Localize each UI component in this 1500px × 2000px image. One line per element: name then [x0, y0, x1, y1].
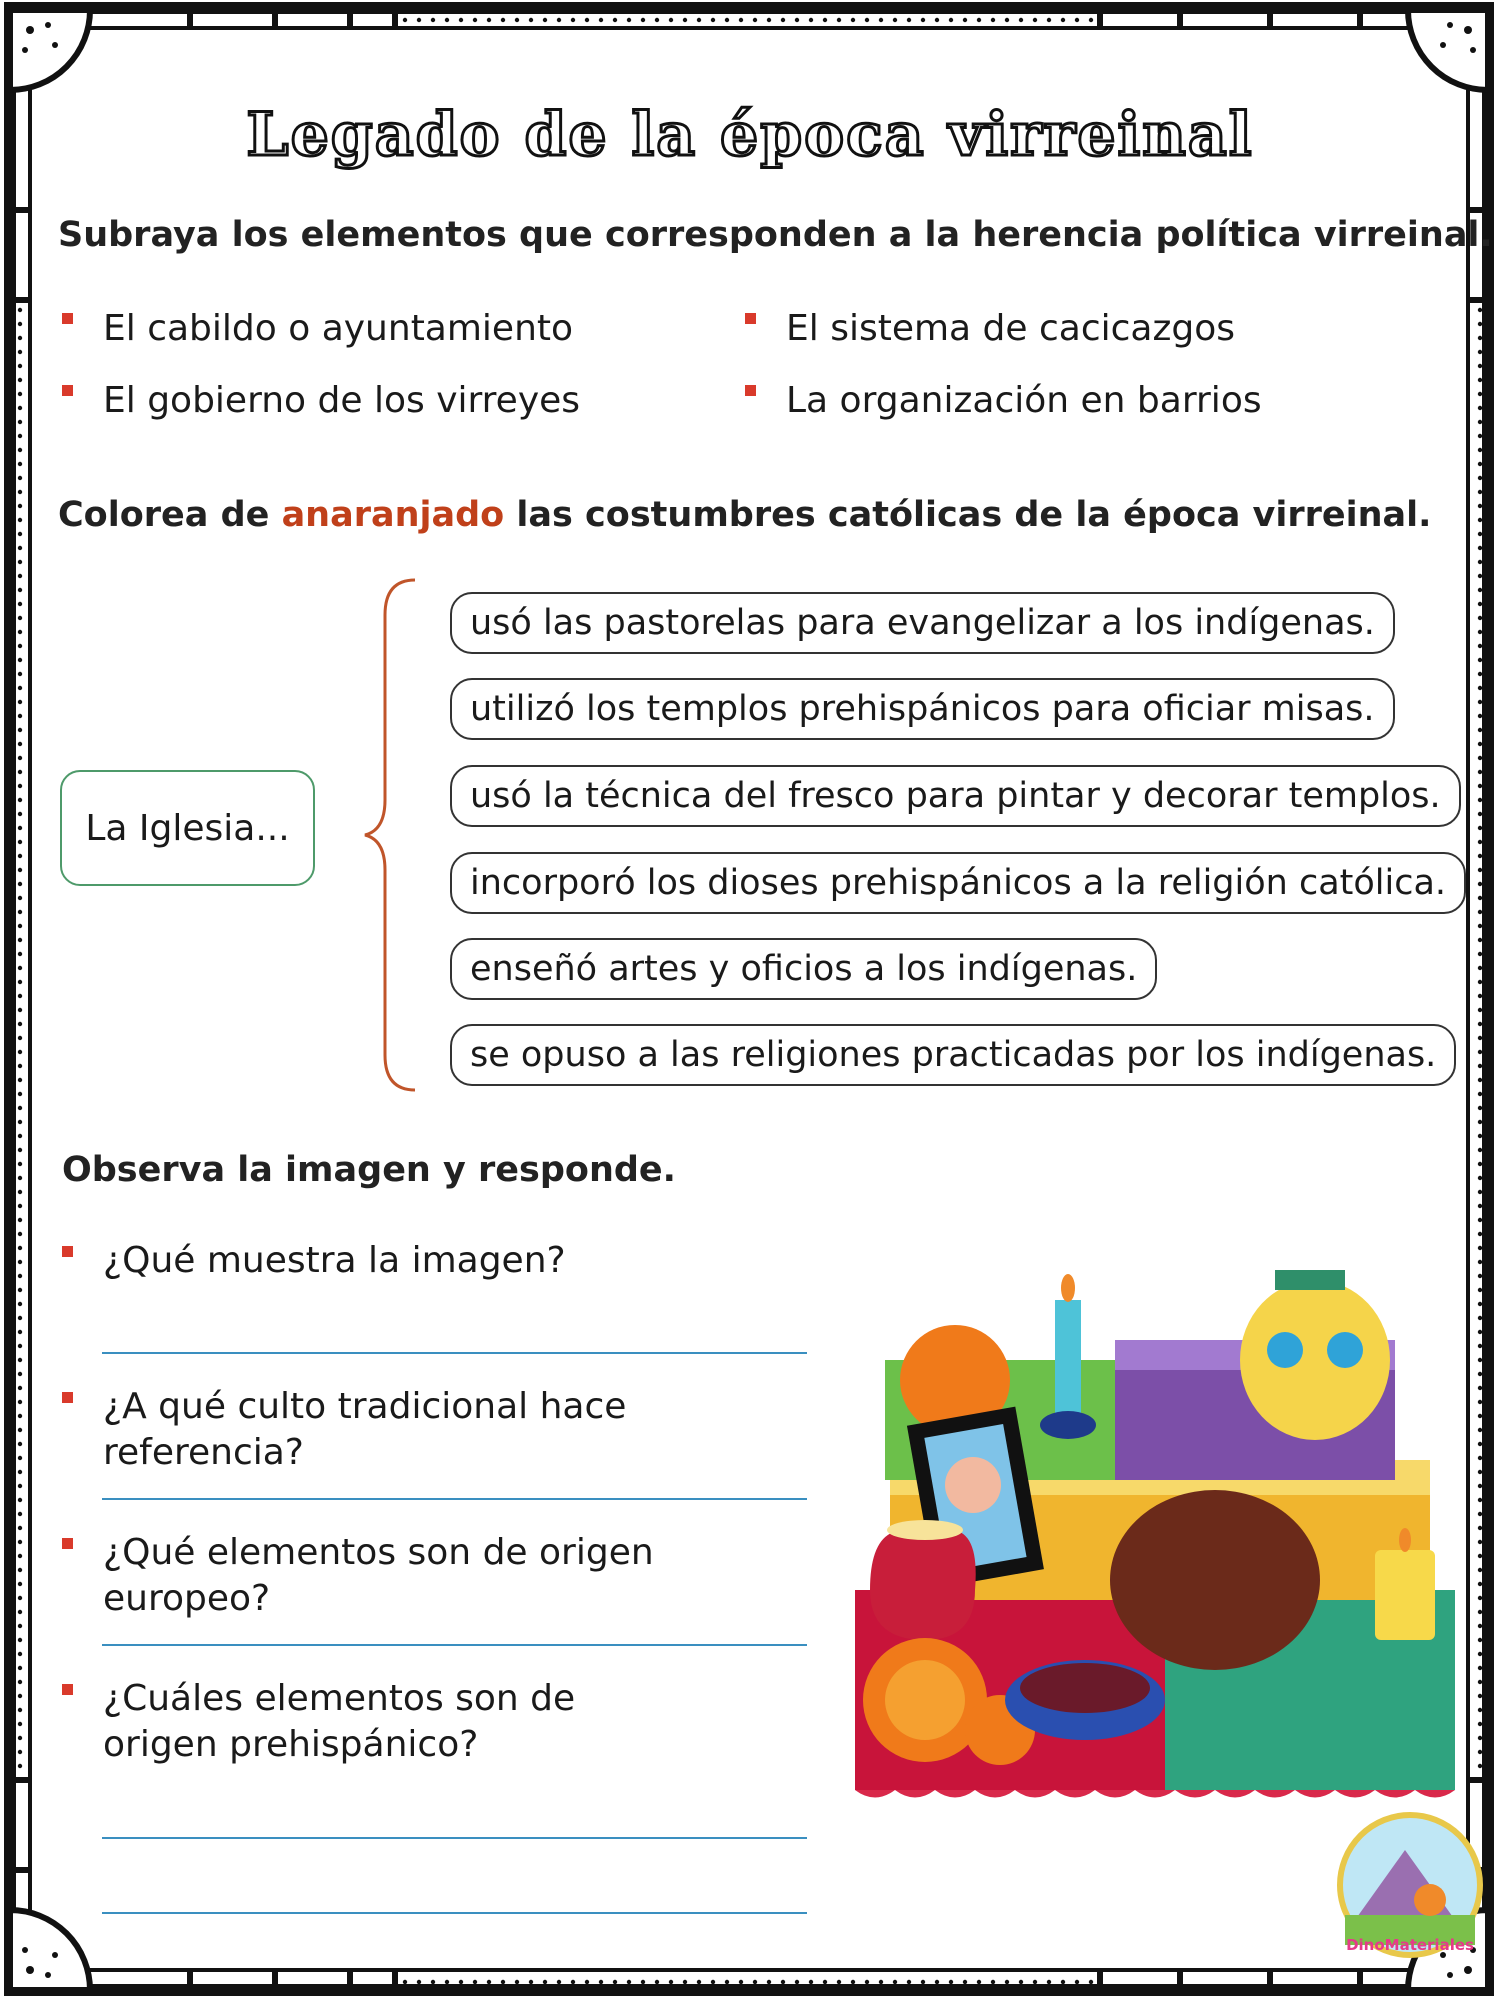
- logo-text: DinoMateriales: [1346, 1936, 1474, 1954]
- bullet-icon: [62, 1246, 73, 1257]
- answer-line[interactable]: [102, 1912, 807, 1914]
- list-item-label: El gobierno de los virreyes: [103, 380, 581, 421]
- section3-instruction: Observa la imagen y responde.: [62, 1150, 676, 1190]
- question-item: [62, 1384, 802, 1476]
- answer-line[interactable]: [102, 1352, 807, 1354]
- answer-line[interactable]: [102, 1644, 807, 1646]
- section1-instruction: Subraya los elementos que corresponden a la herencia política virreinal.: [58, 215, 1493, 255]
- bullet-icon: [62, 1392, 73, 1403]
- page-title: Legado de la época virreinal: [246, 100, 1254, 170]
- altar-illustration: [845, 1230, 1465, 1830]
- option-pill[interactable]: usó la técnica del fresco para pintar y decorar templos.: [450, 765, 1461, 827]
- bullet-icon: [745, 313, 756, 324]
- question-text: ¿Cuáles elementos son de origen prehispánico?: [103, 1678, 576, 1765]
- logo: [1335, 1810, 1485, 1960]
- subject-box: La Iglesia...: [60, 770, 315, 886]
- question-text: ¿A qué culto tradicional hace referencia?: [103, 1386, 627, 1473]
- color-word: anaranjado: [281, 495, 505, 535]
- bullet-icon: [745, 385, 756, 396]
- question-text: ¿Qué muestra la imagen?: [103, 1240, 566, 1281]
- list-item[interactable]: [745, 380, 1262, 421]
- question-item: [62, 1530, 802, 1622]
- question-item: [62, 1238, 802, 1284]
- instruction-suffix: las costumbres católicas de la época virreinal.: [504, 495, 1432, 535]
- list-item-label: El cabildo o ayuntamiento: [103, 308, 574, 349]
- curly-brace: [360, 575, 420, 1095]
- question-item: [62, 1676, 682, 1768]
- option-pill[interactable]: se opuso a las religiones practicadas por los indígenas.: [450, 1024, 1456, 1086]
- list-item[interactable]: [745, 308, 1235, 349]
- bullet-icon: [62, 313, 73, 324]
- list-item-label: El sistema de cacicazgos: [786, 308, 1236, 349]
- section2-instruction: [58, 495, 1431, 535]
- option-pill[interactable]: incorporó los dioses prehispánicos a la religión católica.: [450, 852, 1466, 914]
- option-pill[interactable]: enseñó artes y oficios a los indígenas.: [450, 938, 1157, 1000]
- instruction-prefix: Colorea de: [58, 495, 282, 535]
- bullet-icon: [62, 1684, 73, 1695]
- list-item[interactable]: [62, 380, 580, 421]
- option-pill[interactable]: usó las pastorelas para evangelizar a los indígenas.: [450, 592, 1395, 654]
- list-item[interactable]: [62, 308, 573, 349]
- list-item-label: La organización en barrios: [786, 380, 1262, 421]
- bullet-icon: [62, 1538, 73, 1549]
- answer-line[interactable]: [102, 1837, 807, 1839]
- answer-line[interactable]: [102, 1498, 807, 1500]
- question-text: ¿Qué elementos son de origen europeo?: [103, 1532, 654, 1619]
- option-pill[interactable]: utilizó los templos prehispánicos para oficiar misas.: [450, 678, 1395, 740]
- bullet-icon: [62, 385, 73, 396]
